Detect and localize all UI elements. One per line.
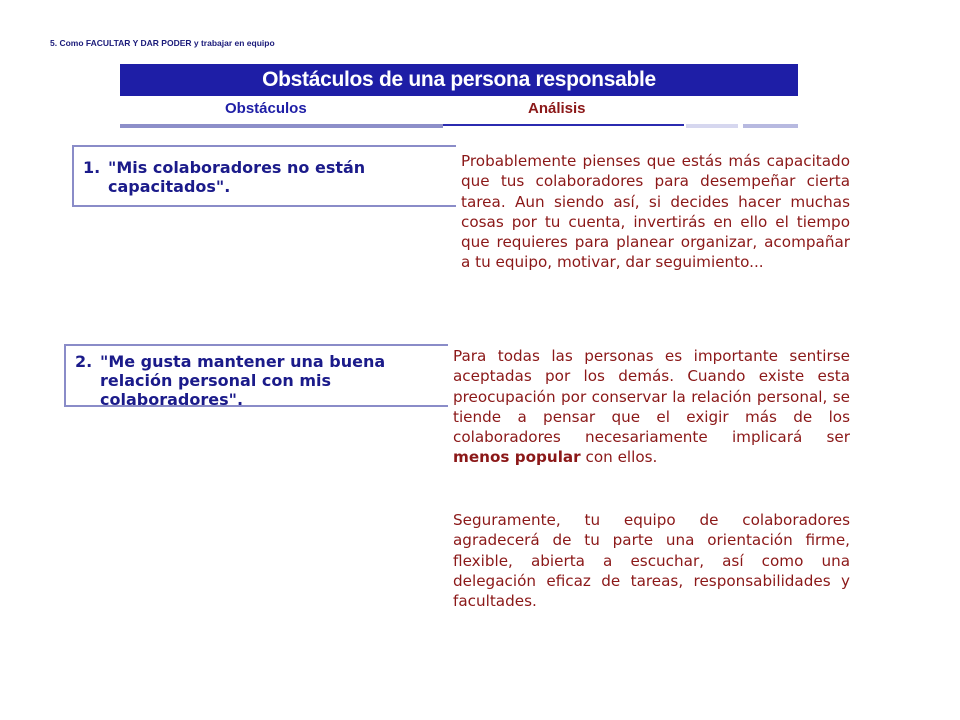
analysis-text-2 <box>453 346 850 468</box>
obstacle-line: capacitados". <box>108 177 231 196</box>
header-divider-tab-2 <box>743 124 798 128</box>
title-text: Obstáculos de una persona responsable <box>262 68 656 91</box>
obstacle-box-2 <box>64 344 448 407</box>
obstacle-line: "Me gusta mantener una buena <box>100 352 386 371</box>
obstacle-number: 2. <box>75 352 93 371</box>
obstacle-line: relación personal con mis <box>100 371 332 390</box>
column-header-analysis: Análisis <box>528 100 586 117</box>
header-divider-tab-1 <box>686 124 738 128</box>
column-header-obstacles: Obstáculos <box>225 100 307 117</box>
obstacle-box-1 <box>72 145 456 207</box>
analysis-emphasis: menos popular <box>453 448 581 467</box>
obstacle-number: 1. <box>83 158 101 177</box>
analysis-text-3: Seguramente, tu equipo de colaboradores agradecerá de tu parte una orientación firme, flexible, abierta a escuchar, así como una delegación eficaz de tareas, responsabilidades y facultades. <box>453 511 850 611</box>
analysis-text-2-start: Para todas las personas es importante sentirse aceptadas por los demás. Cuando existe esta preocupación por conservar la relación personal, se tiende a pensar que el exigir más de los colaboradores necesariamente implicará ser <box>453 347 850 447</box>
title-banner <box>120 64 798 96</box>
analysis-text-2-end: con ellos. <box>580 448 658 467</box>
obstacle-line: colaboradores". <box>100 390 244 409</box>
header-divider-middle <box>443 124 684 126</box>
page-header: 5. Como FACULTAR Y DAR PODER y trabajar en equipo <box>50 38 275 48</box>
header-divider-left <box>120 124 443 128</box>
analysis-text-1: Probablemente pienses que estás más capacitado que tus colaboradores para desempeñar cierta tarea. Aun siendo así, si decides hacer muchas cosas por tu cuenta, invertirás en ello el tiempo que requieres para planear organizar, acompañar a tu equipo, motivar, dar seguimiento... <box>461 152 850 272</box>
obstacle-line: "Mis colaboradores no están <box>108 158 366 177</box>
